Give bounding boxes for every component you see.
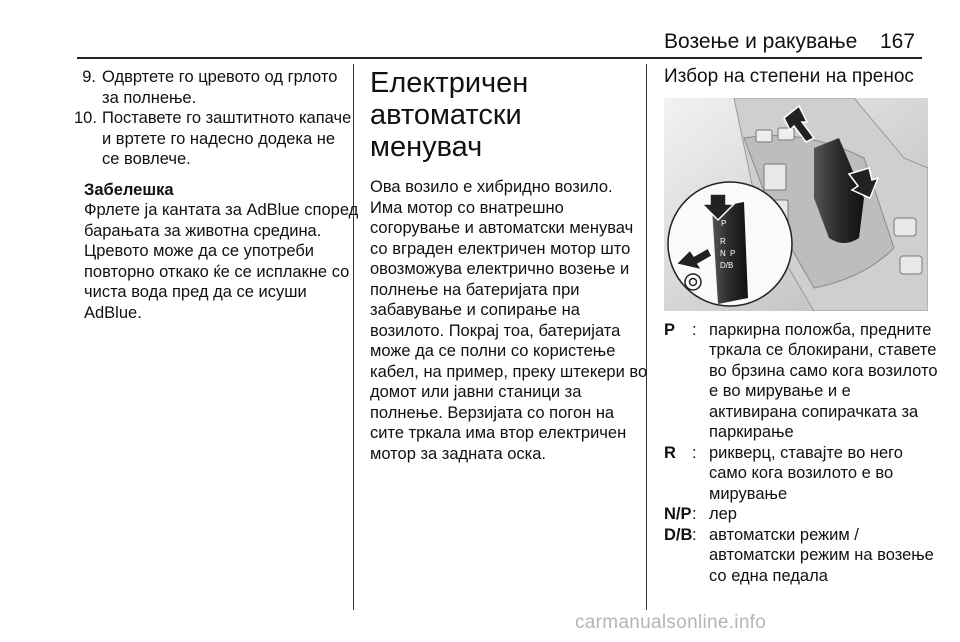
gear-selector-illustration: [664, 98, 928, 311]
definition-desc: автоматски режим / автоматски режим на возење со една педала: [709, 525, 934, 585]
watermark: carmanualsonline.info: [575, 612, 767, 633]
step-text: Поставете го заштитното капаче и вртете го надесно додека не се вовлече.: [102, 109, 352, 168]
step-number: 10.: [74, 109, 97, 127]
definition-np: N/P : лер: [664, 504, 929, 525]
step-number: 9.: [82, 68, 96, 86]
console-switch: [764, 164, 786, 190]
section-title: [370, 67, 638, 163]
section-title-line-2: автоматски менувач: [370, 99, 522, 163]
left-column: [74, 67, 359, 323]
subsection-title: Избор на степени на пренос: [664, 66, 914, 87]
definition-p: P : паркирна положба, предните тркала се блокирани, ставете во брзина само кога возилото е во мирување и е активирана сопирачката за паркирање: [664, 320, 929, 443]
console-button: [756, 130, 772, 142]
figure-label-n: N: [720, 248, 726, 258]
column-divider-left: [353, 64, 354, 610]
step-10: [74, 108, 352, 170]
note-title: Забелешка: [84, 180, 174, 199]
console-button: [894, 218, 916, 236]
step-9: [77, 67, 352, 108]
figure-label-p: P: [721, 218, 727, 228]
console-button: [900, 256, 922, 274]
parking-button-icon: [685, 274, 701, 290]
definition-r: R : рикверц, ставајте во него само кога возилото е во мирување: [664, 443, 929, 505]
section-title-line-1: Електричен: [370, 67, 529, 99]
page-number: 167: [880, 30, 916, 53]
console-button: [778, 128, 794, 140]
definition-term: P: [664, 320, 676, 339]
definition-desc: лер: [709, 505, 737, 523]
definition-term: R: [664, 443, 676, 462]
right-column: [664, 66, 938, 586]
definition-term: N/P: [664, 505, 692, 523]
middle-column: [370, 67, 648, 464]
header-rule: [77, 57, 922, 59]
figure-label-db: D/B: [720, 260, 734, 270]
figure-label-p2: P: [730, 248, 736, 258]
header-title: Возење и ракување: [664, 30, 858, 53]
definition-term: D/B: [664, 525, 693, 544]
definition-desc: рикверц, ставајте во него само кога возилото е во мирување: [709, 443, 903, 503]
section-body: Ова возило е хибридно возило. Има мотор со внатрешно согорување и автоматски менувач со вграден електричен мотор што овозможува електрично возење и полнење на батеријата при забавување и сопирање на возилото. Покрај тоа, батеријата може да се полни со користење кабел, на пример, преку штекери во домот или јавни станици за полнење. Верзијата со погон на сите тркала има втор електричен мотор за задната оска.: [370, 178, 648, 463]
definition-db: D/B : автоматски режим / автоматски режим на возење со една педала: [664, 525, 929, 587]
definition-desc: паркирна положба, предните тркала се блокирани, ставете во брзина само кога возилото е во мирување и е активирана сопирачката за паркирање: [709, 320, 938, 441]
figure-label-r: R: [720, 236, 726, 246]
step-text: Одвртете го цревото од грлото за полнење.: [102, 68, 338, 107]
note-body: Фрлете ја кантата за AdBlue според барањата за животна средина. Цревото може да се употреби повторно откако ќе се исплакне со чиста вода пред да се исуши AdBlue.: [84, 201, 359, 322]
